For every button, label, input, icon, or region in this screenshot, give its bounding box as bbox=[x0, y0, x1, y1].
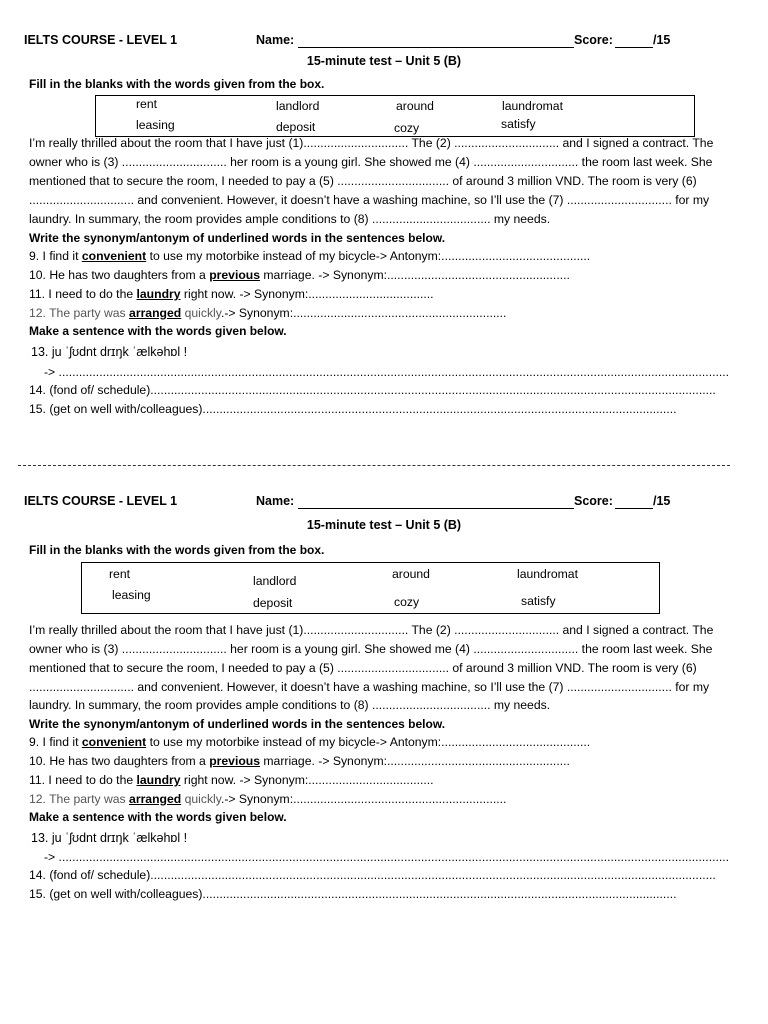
score-total: /15 bbox=[653, 33, 671, 47]
question-15: 15. (get on well with/colleagues)............................................................................................................................................ bbox=[29, 402, 677, 416]
question-9: 9. I find it convenient to use my motorbike instead of my bicycle-> Antonym:............................................ bbox=[29, 735, 591, 749]
question-11: 11. I need to do the laundry right now. -> Synonym:..................................... bbox=[29, 287, 434, 301]
paragraph-line-4: ............................... and convenient. However, it doesn’t have a washing machine, so I’ll use the (7) ............................... for my bbox=[29, 193, 710, 207]
question-13-answer: -> ...................................................................................................................................................................................................... bbox=[44, 365, 730, 379]
score-label: Score: bbox=[574, 494, 613, 508]
paragraph-line-3: mentioned that to secure the room, I needed to pay a (5) ................................. of around 3 million VND. The room is very (6) bbox=[29, 661, 697, 675]
word-cozy: cozy bbox=[394, 121, 420, 135]
score-line[interactable] bbox=[615, 508, 653, 509]
section1-instruction: Fill in the blanks with the words given from the box. bbox=[29, 77, 325, 91]
word-leasing: leasing bbox=[136, 118, 175, 132]
question-14: 14. (fond of/ schedule)....................................................................................................................................................................... bbox=[29, 383, 716, 397]
paragraph-line-1: I’m really thrilled about the room that I have just (1)............................... The (2) ............................... and I signed a contract. The bbox=[29, 136, 714, 150]
name-label: Name: bbox=[256, 33, 295, 47]
underlined-word: convenient bbox=[81, 735, 147, 749]
name-line[interactable] bbox=[298, 47, 574, 48]
question-12: 12. The party was arranged quickly.-> Synonym:............................................................... bbox=[29, 306, 507, 320]
question-13-answer: -> ...................................................................................................................................................................................................... bbox=[44, 850, 730, 864]
question-10: 10. He has two daughters from a previous marriage. -> Synonym:...................................................... bbox=[29, 268, 570, 282]
question-15: 15. (get on well with/colleagues)............................................................................................................................................ bbox=[29, 887, 677, 901]
section3-instruction: Make a sentence with the words given below. bbox=[29, 810, 287, 824]
word-landlord: landlord bbox=[276, 99, 320, 113]
underlined-word: laundry bbox=[136, 773, 181, 787]
test-title: 15-minute test – Unit 5 (B) bbox=[306, 518, 462, 532]
underlined-word: previous bbox=[209, 754, 261, 768]
course-label: IELTS COURSE - LEVEL 1 bbox=[24, 494, 178, 508]
question-10: 10. He has two daughters from a previous marriage. -> Synonym:...................................................... bbox=[29, 754, 570, 768]
word-box bbox=[95, 95, 695, 137]
question-13: 13. ju ˈʃʊdnt drɪŋk ˈælkəhɒl ! bbox=[31, 831, 188, 845]
underlined-word: laundry bbox=[136, 287, 181, 301]
name-line[interactable] bbox=[298, 508, 574, 509]
word-rent: rent bbox=[109, 567, 131, 581]
question-11: 11. I need to do the laundry right now. -> Synonym:..................................... bbox=[29, 773, 434, 787]
word-deposit: deposit bbox=[253, 596, 293, 610]
section2-instruction: Write the synonym/antonym of underlined words in the sentences below. bbox=[29, 231, 446, 245]
cut-line bbox=[18, 465, 730, 466]
paragraph-line-5: laundry. In summary, the room provides ample conditions to (8) ................................... my needs. bbox=[29, 698, 551, 712]
score-line[interactable] bbox=[615, 47, 653, 48]
paragraph-line-1: I’m really thrilled about the room that I have just (1)............................... The (2) ............................... and I signed a contract. The bbox=[29, 623, 714, 637]
word-cozy: cozy bbox=[394, 595, 420, 609]
section3-instruction: Make a sentence with the words given below. bbox=[29, 324, 287, 338]
underlined-word: convenient bbox=[81, 249, 147, 263]
section2-instruction: Write the synonym/antonym of underlined words in the sentences below. bbox=[29, 717, 446, 731]
question-13: 13. ju ˈʃʊdnt drɪŋk ˈælkəhɒl ! bbox=[31, 345, 188, 359]
word-satisfy: satisfy bbox=[521, 594, 556, 608]
question-14: 14. (fond of/ schedule)....................................................................................................................................................................... bbox=[29, 868, 716, 882]
underlined-word: arranged bbox=[129, 792, 182, 806]
question-12: 12. The party was arranged quickly.-> Synonym:............................................................... bbox=[29, 792, 507, 806]
word-leasing: leasing bbox=[112, 588, 151, 602]
test-title: 15-minute test – Unit 5 (B) bbox=[306, 54, 462, 68]
word-deposit: deposit bbox=[276, 120, 316, 134]
paragraph-line-5: laundry. In summary, the room provides ample conditions to (8) ................................... my needs. bbox=[29, 212, 551, 226]
word-laundromat: laundromat bbox=[502, 99, 563, 113]
section1-instruction: Fill in the blanks with the words given from the box. bbox=[29, 543, 325, 557]
word-laundromat: laundromat bbox=[517, 567, 578, 581]
word-satisfy: satisfy bbox=[501, 117, 536, 131]
paragraph-line-4: ............................... and convenient. However, it doesn’t have a washing machine, so I’ll use the (7) ............................... for my bbox=[29, 680, 710, 694]
underlined-word: previous bbox=[209, 268, 261, 282]
score-total: /15 bbox=[653, 494, 671, 508]
question-9: 9. I find it convenient to use my motorbike instead of my bicycle-> Antonym:............................................ bbox=[29, 249, 591, 263]
word-box bbox=[81, 562, 660, 614]
paragraph-line-2: owner who is (3) ............................... her room is a young girl. She showed me (4) ............................... the room last week. She bbox=[29, 642, 713, 656]
paragraph-line-2: owner who is (3) ............................... her room is a young girl. She showed me (4) ............................... the room last week. She bbox=[29, 155, 713, 169]
name-label: Name: bbox=[256, 494, 295, 508]
score-label: Score: bbox=[574, 33, 613, 47]
word-around: around bbox=[392, 567, 430, 581]
word-landlord: landlord bbox=[253, 574, 297, 588]
word-around: around bbox=[396, 99, 434, 113]
underlined-word: arranged bbox=[129, 306, 182, 320]
word-rent: rent bbox=[136, 97, 158, 111]
course-label: IELTS COURSE - LEVEL 1 bbox=[24, 33, 178, 47]
paragraph-line-3: mentioned that to secure the room, I needed to pay a (5) ................................. of around 3 million VND. The room is very (6) bbox=[29, 174, 697, 188]
